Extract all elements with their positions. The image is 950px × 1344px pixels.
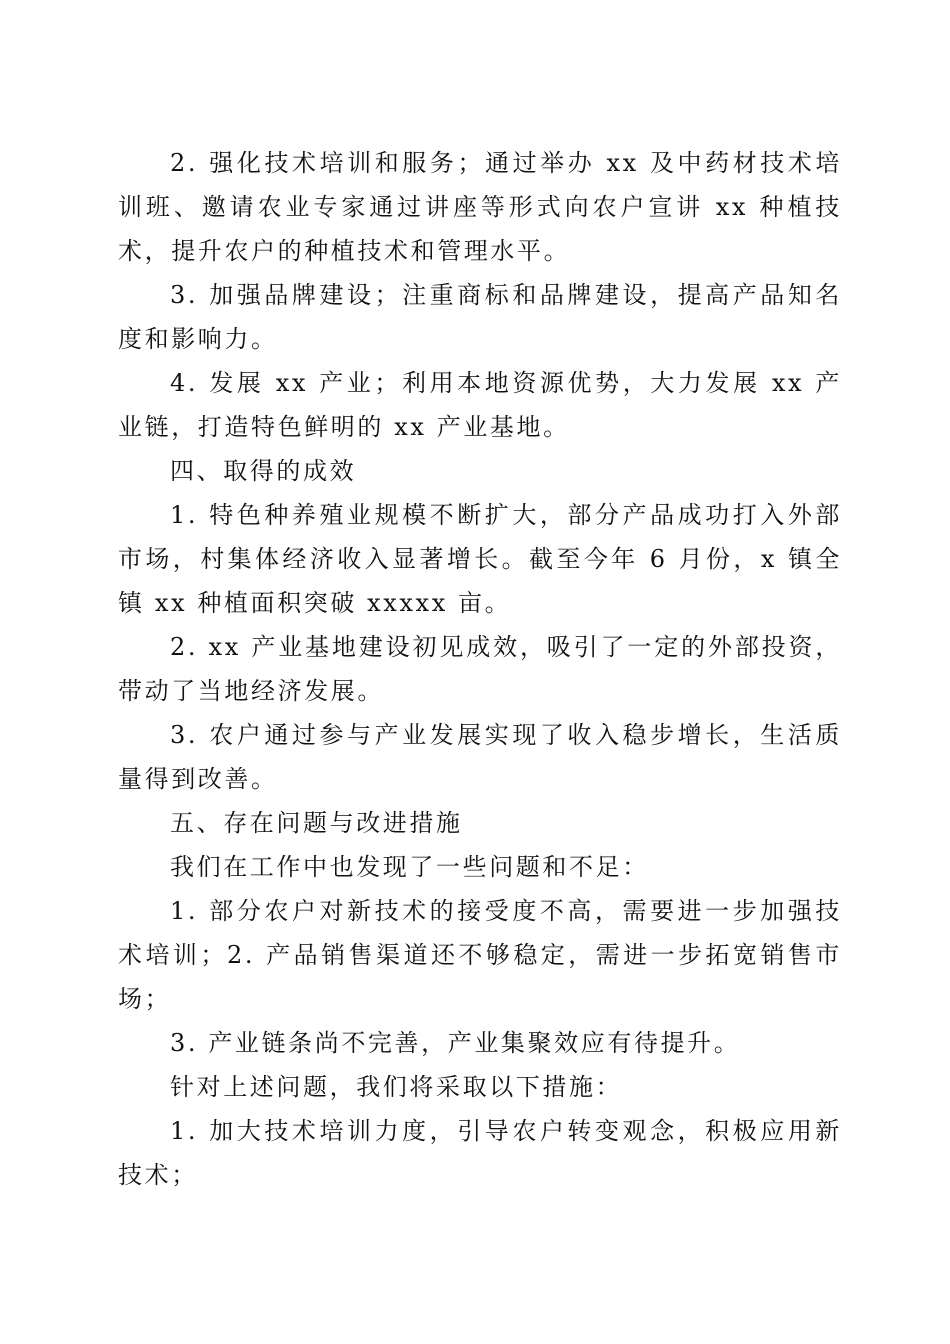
paragraph-result-income: 3. 农户通过参与产业发展实现了收入稳步增长，生活质量得到改善。 [118, 721, 842, 793]
paragraph-technical-training: 2. 强化技术培训和服务；通过举办 xx 及中药材技术培训班、邀请农业专家通过讲座等形式向农户宣讲 xx 种植技术，提升农户的种植技术和管理水平。 [118, 149, 842, 265]
paragraph-brand-building: 3. 加强品牌建设；注重商标和品牌建设，提高产品知名度和影响力。 [118, 281, 842, 353]
paragraph-result-scale: 1. 特色种养殖业规模不断扩大，部分产品成功打入外部市场，村集体经济收入显著增长。截至今年 6 月份，x 镇全镇 xx 种植面积突破 xxxxx 亩。 [118, 501, 842, 617]
document-body [118, 141, 842, 1197]
paragraph-problems-3: 3. 产业链条尚不完善，产业集聚效应有待提升。 [170, 1029, 741, 1057]
section-heading-results: 四、取得的成效 [170, 457, 357, 485]
paragraph-measure-1: 1. 加大技术培训力度，引导农户转变观念，积极应用新技术； [118, 1117, 842, 1189]
paragraph-industry-development: 4. 发展 xx 产业；利用本地资源优势，大力发展 xx 产业链，打造特色鲜明的 xx 产业基地。 [118, 369, 842, 441]
section-heading-problems: 五、存在问题与改进措施 [170, 809, 463, 837]
paragraph-problems-intro: 我们在工作中也发现了一些问题和不足： [170, 853, 649, 881]
paragraph-problems-1-2: 1. 部分农户对新技术的接受度不高，需要进一步加强技术培训；2. 产品销售渠道还不够稳定，需进一步拓宽销售市场； [118, 897, 842, 1013]
paragraph-result-base: 2. xx 产业基地建设初见成效，吸引了一定的外部投资，带动了当地经济发展。 [118, 633, 842, 705]
paragraph-measures-intro: 针对上述问题，我们将采取以下措施： [170, 1073, 623, 1101]
